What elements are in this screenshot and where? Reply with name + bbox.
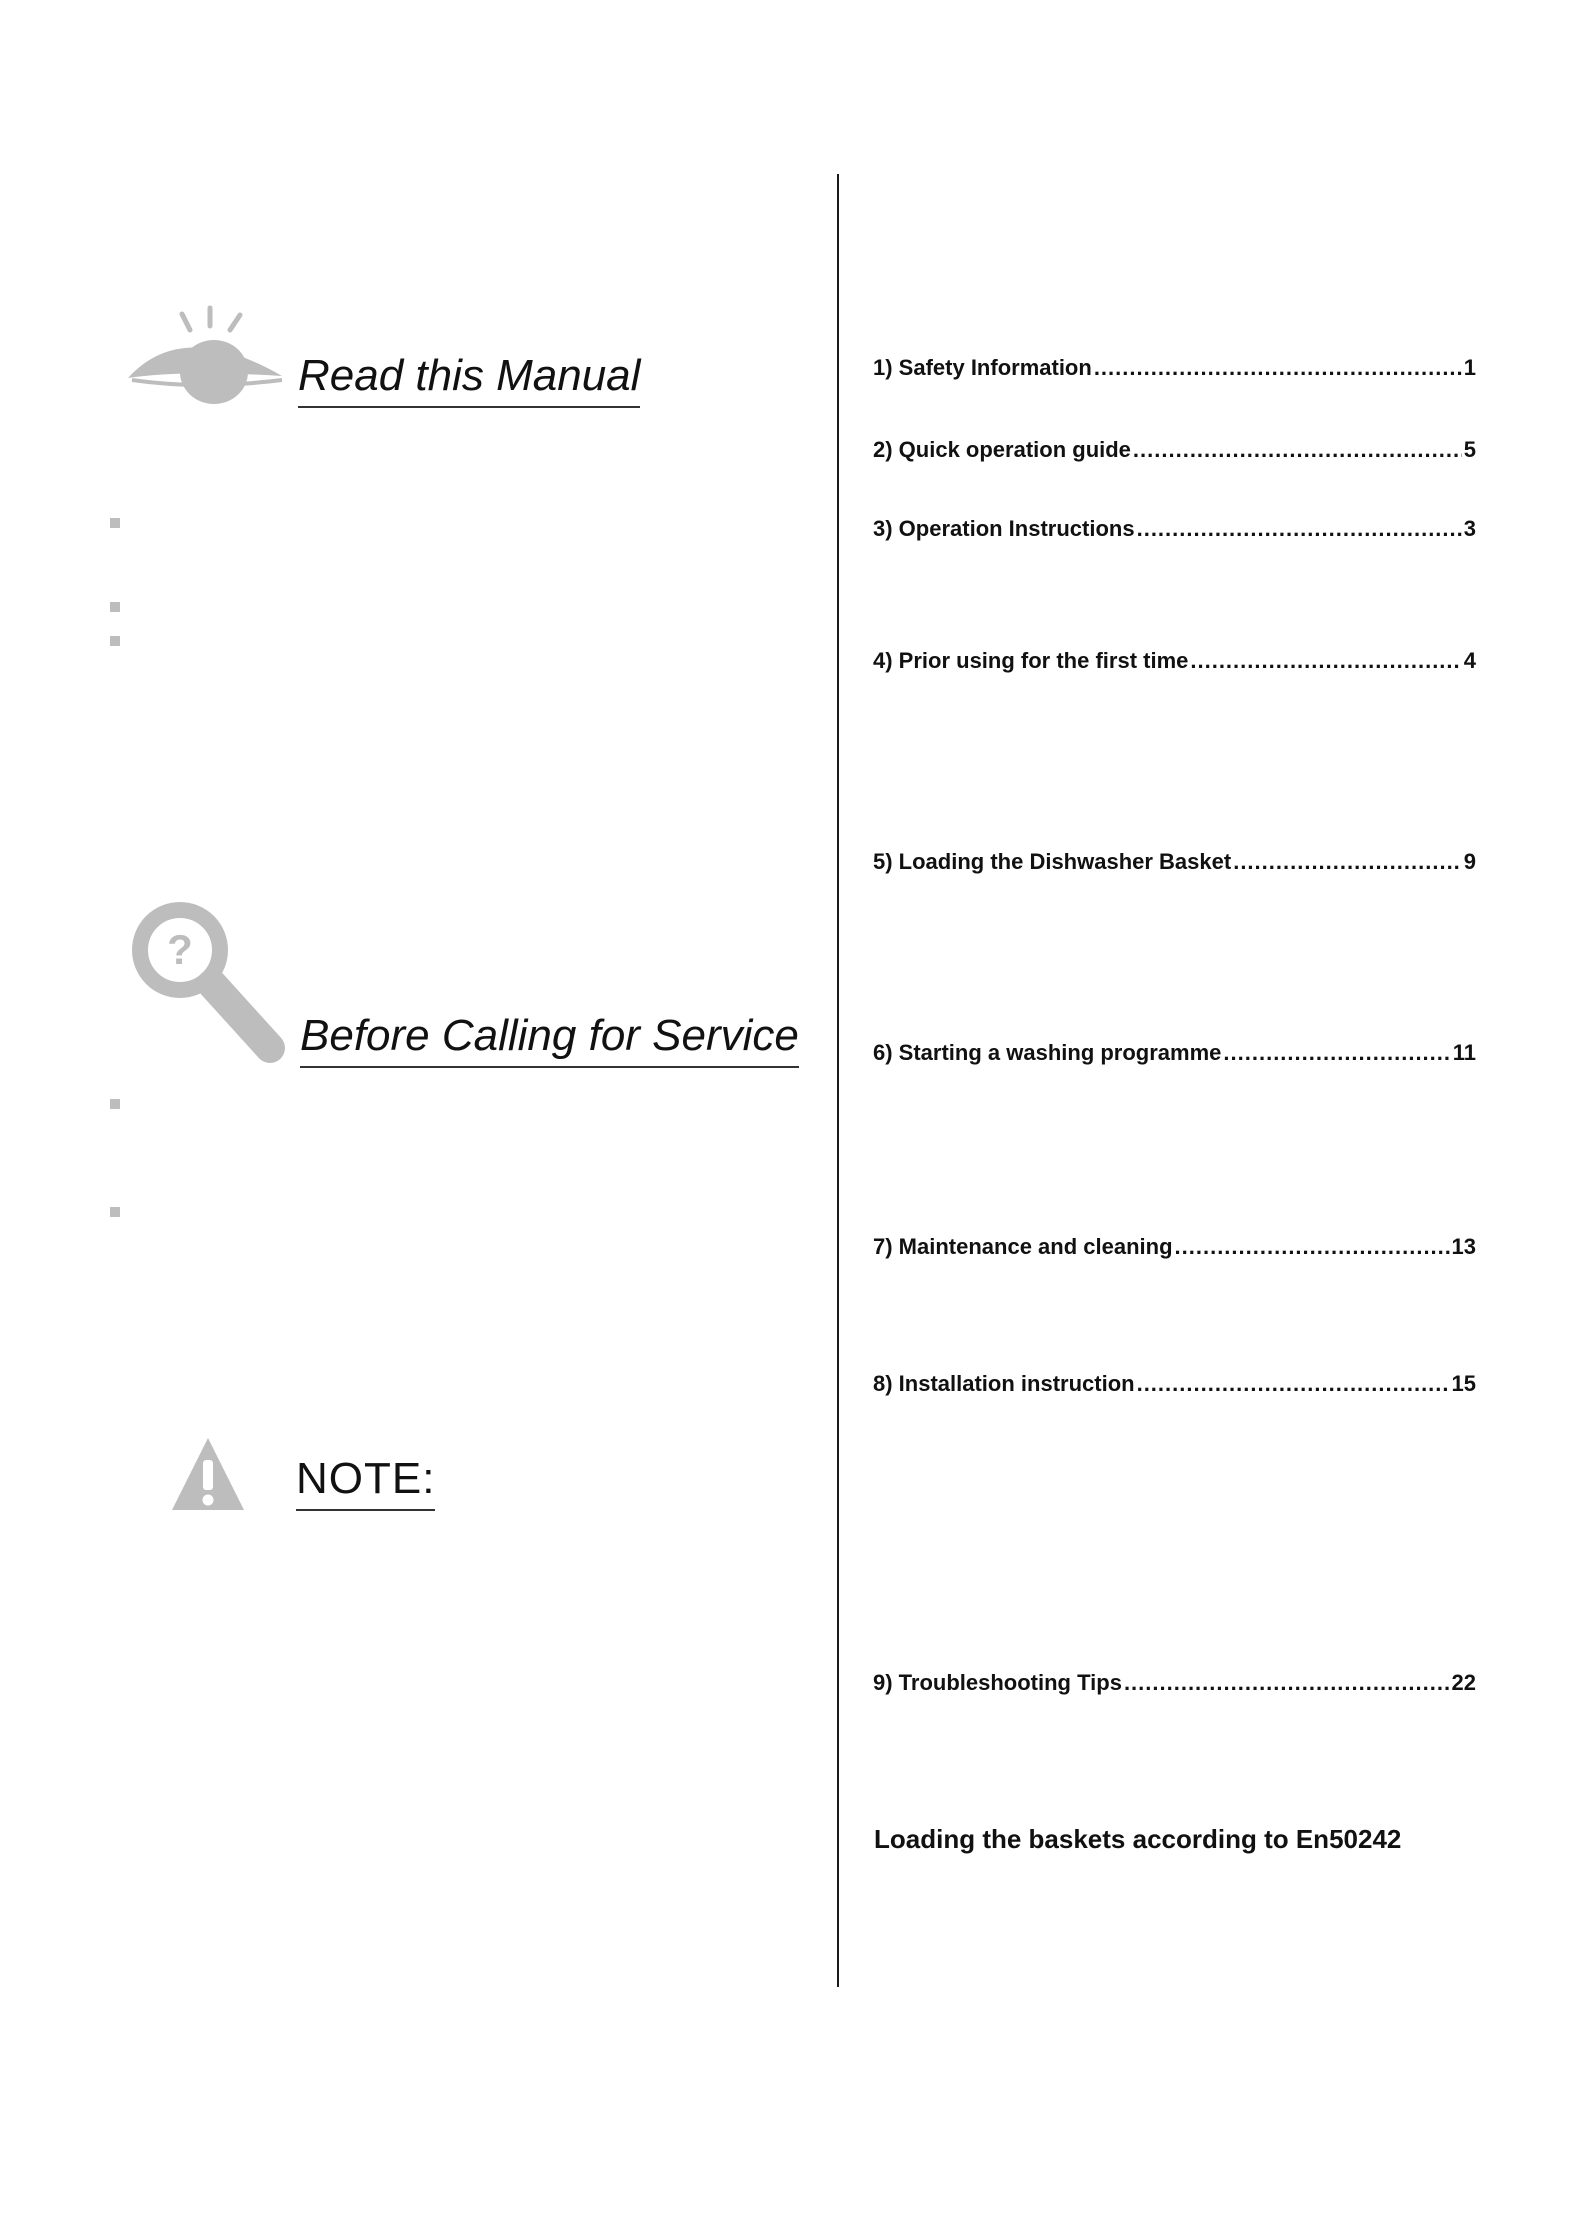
toc-entry-troubleshooting-tips[interactable] <box>873 1670 1476 1696</box>
toc-entry-label: 3) Operation Instructions <box>873 516 1135 541</box>
toc-entry-safety-information[interactable] <box>873 355 1476 381</box>
toc-entry-starting-programme[interactable] <box>873 1040 1476 1066</box>
note-heading: NOTE: <box>296 1455 435 1511</box>
annex-heading: Loading the baskets according to En50242 <box>874 1824 1402 1854</box>
toc-dot-leader <box>1137 1371 1450 1397</box>
toc-dot-leader <box>1133 437 1462 463</box>
bullet-marker <box>110 602 120 612</box>
bullet-marker <box>110 518 120 528</box>
toc-entry-maintenance-cleaning[interactable] <box>873 1234 1476 1260</box>
svg-text:?: ? <box>167 926 193 973</box>
toc-entry-label: 8) Installation instruction <box>873 1371 1135 1396</box>
toc-entry-page: 1 <box>1463 355 1476 380</box>
toc-dot-leader <box>1137 516 1462 542</box>
toc-entry-page: 13 <box>1451 1234 1476 1259</box>
toc-entry-label: 5) Loading the Dishwasher Basket <box>873 849 1232 874</box>
toc-dot-leader <box>1233 849 1462 875</box>
bullet-marker <box>110 1099 120 1109</box>
toc-entry-label: 7) Maintenance and cleaning <box>873 1234 1173 1259</box>
toc-entry-prior-using[interactable] <box>873 648 1476 674</box>
toc-entry-page: 22 <box>1451 1670 1476 1695</box>
toc-dot-leader <box>1223 1040 1450 1066</box>
toc-entry-label: 6) Starting a washing programme <box>873 1040 1222 1065</box>
toc-dot-leader <box>1175 1234 1450 1260</box>
toc-dot-leader <box>1124 1670 1450 1696</box>
toc-entry-page: 3 <box>1463 516 1476 541</box>
bullet-marker <box>110 636 120 646</box>
toc-entry-installation-instruction[interactable] <box>873 1371 1476 1397</box>
toc-entry-loading-basket[interactable] <box>873 849 1476 875</box>
warning-triangle-icon <box>168 1434 248 1514</box>
toc-entry-operation-instructions[interactable] <box>873 516 1476 542</box>
before-service-heading: Before Calling for Service <box>300 1012 799 1068</box>
bullet-marker <box>110 1207 120 1217</box>
toc-dot-leader <box>1094 355 1462 381</box>
eye-icon <box>122 300 292 410</box>
read-manual-heading: Read this Manual <box>298 352 640 408</box>
toc-entry-quick-operation-guide[interactable] <box>873 437 1476 463</box>
toc-entry-page: 4 <box>1463 648 1476 673</box>
toc-entry-page: 5 <box>1463 437 1476 462</box>
toc-entry-page: 9 <box>1463 849 1476 874</box>
toc-entry-label: 4) Prior using for the first time <box>873 648 1189 673</box>
toc-entry-page: 11 <box>1452 1040 1476 1065</box>
column-divider <box>837 174 839 1987</box>
toc-dot-leader <box>1190 648 1461 674</box>
magnifier-question-icon <box>128 898 288 1068</box>
toc-entry-page: 15 <box>1451 1371 1476 1396</box>
toc-entry-label: 9) Troubleshooting Tips <box>873 1670 1122 1695</box>
toc-entry-label: 1) Safety Information <box>873 355 1092 380</box>
toc-entry-label: 2) Quick operation guide <box>873 437 1131 462</box>
